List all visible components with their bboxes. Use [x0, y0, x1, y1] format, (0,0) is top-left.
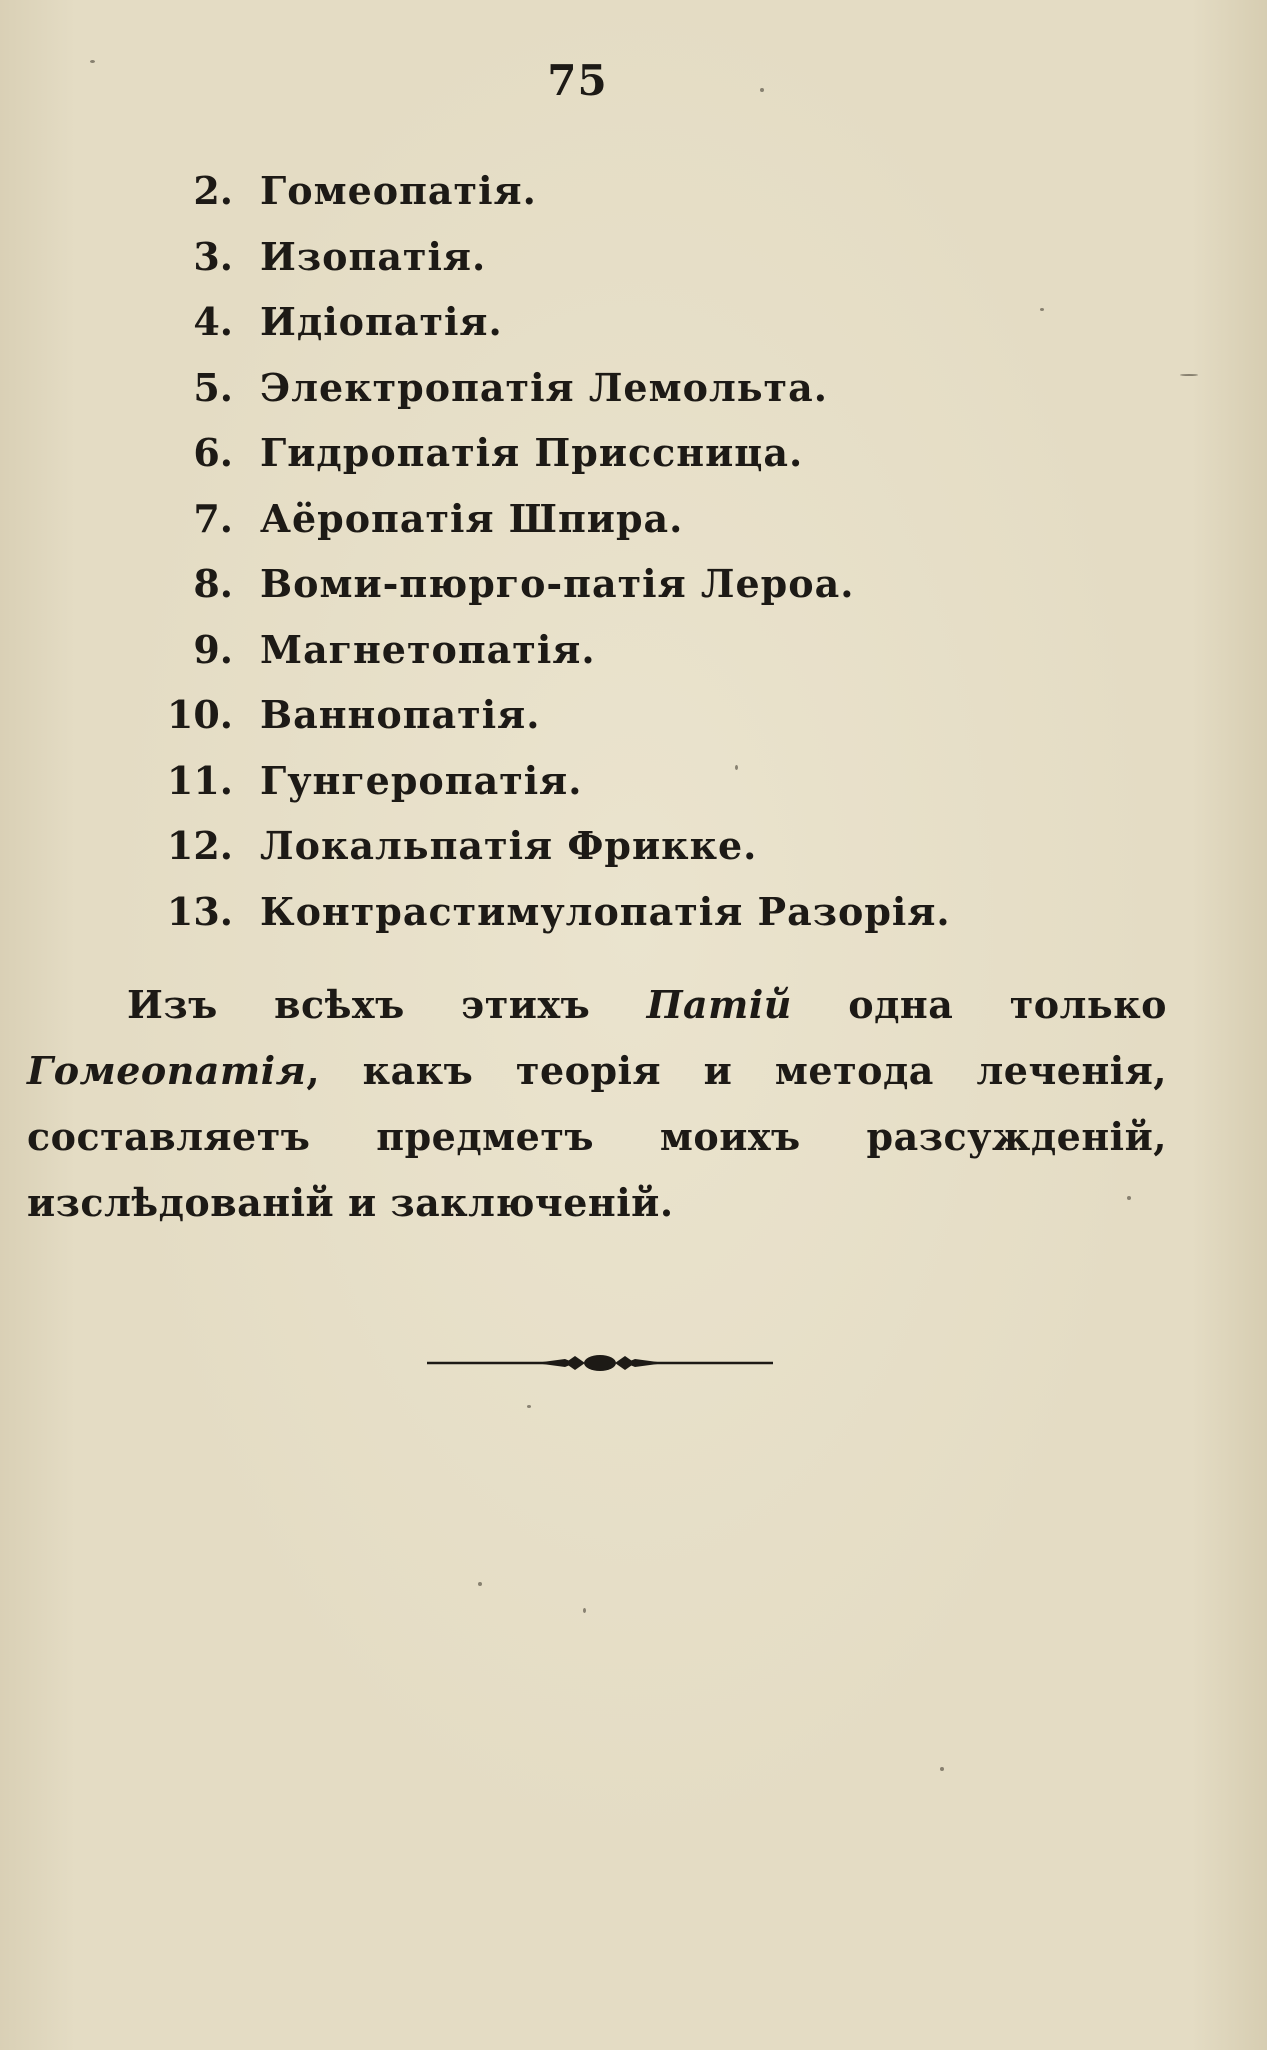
list-item-text: Электропатія Лемольта.	[260, 364, 828, 410]
list-item	[0, 682, 1267, 748]
list-item	[0, 224, 1267, 290]
paper-speck	[478, 1582, 482, 1586]
list-item-number: 9.	[193, 626, 233, 672]
paper-speck	[1040, 308, 1044, 311]
list-item-text: Магнетопатія.	[260, 626, 596, 672]
list-item-text: Гунгеропатія.	[260, 757, 583, 803]
paper-speck	[1180, 374, 1198, 376]
list-item	[0, 289, 1267, 355]
paper-speck	[1127, 1196, 1131, 1200]
list-item-text: Гомеопатія.	[260, 168, 537, 213]
list-item	[0, 420, 1267, 486]
list-item-text: Ваннопатія.	[260, 692, 541, 737]
list-item-number: 5.	[193, 364, 233, 410]
ornamental-rule-icon	[425, 1348, 775, 1378]
paragraph-text: Изъ всѣхъ этихъ	[127, 982, 647, 1027]
list-item-text: Контрастимулопатія Разорія.	[260, 888, 951, 934]
list-item-number: 12.	[166, 823, 233, 868]
list-item-text: Изопатія.	[260, 233, 487, 279]
patia-list	[0, 158, 1267, 944]
list-item-number: 6.	[193, 430, 233, 475]
list-item-text: Локальпатія Фрикке.	[260, 823, 758, 868]
list-item-text: Идіопатія.	[260, 299, 503, 344]
paragraph-text: , какъ теорія и метода леченія, составляетъ предметъ моихъ разсужденій, изслѣдованій и заключеній.	[27, 1048, 1167, 1225]
list-item-number: 2.	[193, 168, 233, 213]
paragraph-text: одна только	[791, 982, 1167, 1027]
list-item	[0, 355, 1267, 421]
paper-speck	[527, 1405, 531, 1408]
page-number: 75	[547, 56, 608, 105]
list-item	[0, 879, 1267, 945]
list-item	[0, 551, 1267, 617]
list-item-number: 8.	[193, 561, 233, 606]
list-item	[0, 158, 1267, 224]
list-item	[0, 748, 1267, 814]
paper-speck	[90, 60, 95, 63]
list-item	[0, 813, 1267, 879]
list-item-number: 7.	[193, 495, 233, 541]
body-paragraph	[27, 972, 1167, 1236]
list-item-text: Гидропатія Приссница.	[260, 430, 804, 475]
list-item-text: Аёропатія Шпира.	[260, 495, 684, 541]
paper-speck	[760, 88, 764, 92]
list-item-number: 3.	[193, 233, 233, 279]
list-item	[0, 486, 1267, 552]
list-item-number: 10.	[166, 692, 233, 737]
list-item-number: 11.	[166, 757, 233, 803]
list-item-text: Воми-пюрго-патія Лероа.	[260, 561, 855, 606]
paper-speck	[940, 1767, 944, 1771]
list-item-number: 4.	[193, 299, 233, 344]
paper-speck	[735, 765, 738, 770]
list-item-number: 13.	[166, 888, 233, 934]
list-item	[0, 617, 1267, 683]
paragraph-emphasis: Гомеопатія	[27, 1048, 307, 1093]
paragraph-emphasis: Патій	[646, 982, 792, 1027]
paper-speck	[583, 1608, 586, 1613]
